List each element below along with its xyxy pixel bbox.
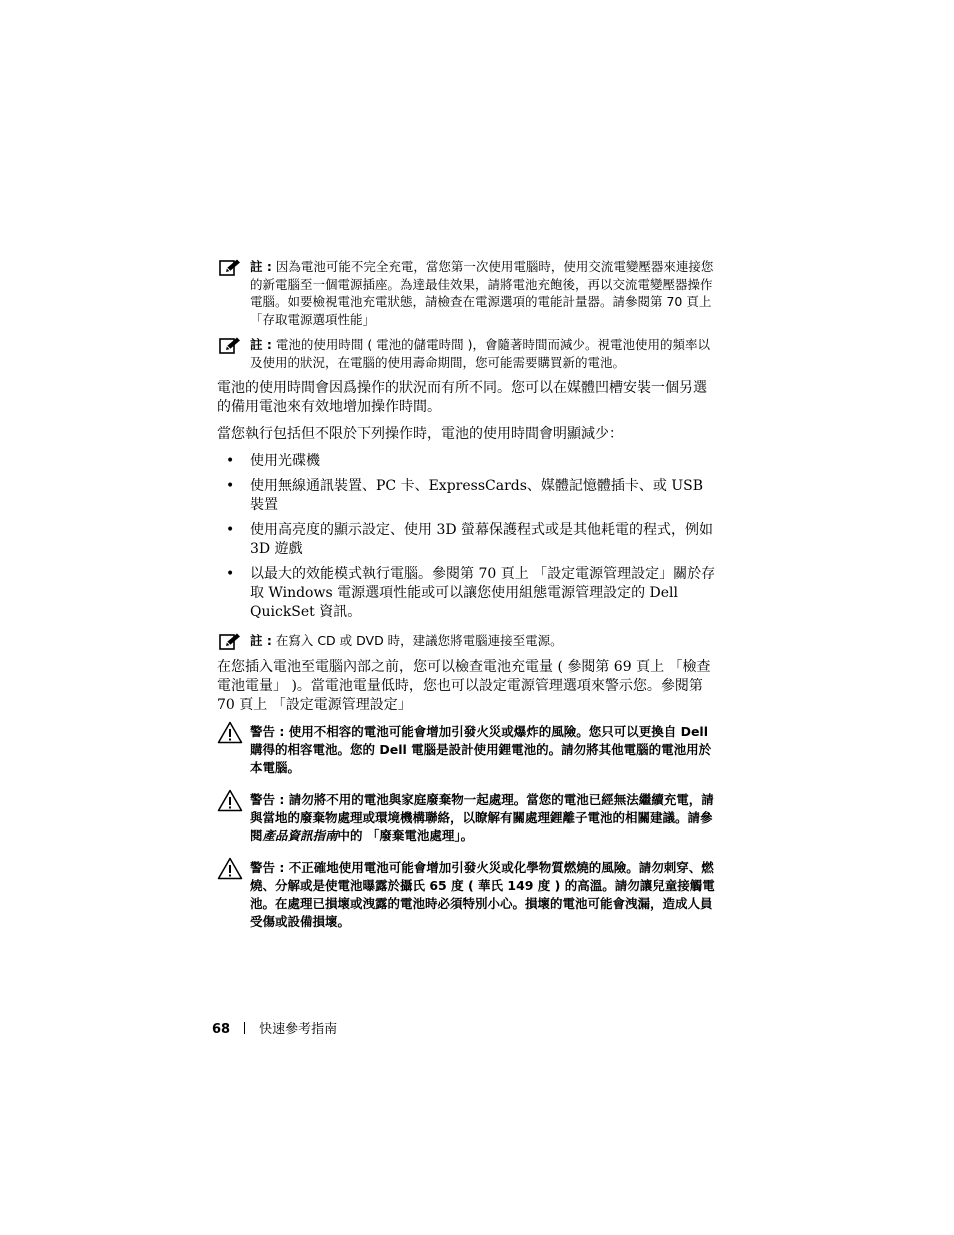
warning-misuse: [217, 859, 717, 931]
note-charge: [217, 258, 717, 328]
warning-label: 警告 :: [250, 791, 285, 807]
note-cd-dvd: [217, 632, 717, 650]
note-label: 註 :: [250, 337, 272, 352]
warning-text-end: 中的 「廢棄電池處理」。: [337, 827, 474, 843]
note-battery-life: [217, 336, 717, 371]
page-content: [217, 258, 717, 945]
bullet-dot: •: [226, 453, 235, 469]
warning-incompatible-battery: [217, 723, 717, 777]
note-text: 因為電池可能不完全充電，當您第一次使用電腦時，使用交流電變壓器來連接您的新電腦至一個電源插座。為達最佳效果，請將電池充飽後，再以交流電變壓器操作電腦。如要檢視電池充電狀態，請檢查在電源選項的電能計量器。請參閱第 70 頁上 「存取電源選項性能」: [250, 259, 714, 327]
warning-label: 警告 :: [250, 723, 285, 739]
footer-title: 快速參考指南: [259, 1022, 338, 1037]
list-item-text: 使用高亮度的顯示設定、使用 3D 螢幕保護程式或是其他耗電的程式，例如 3D 遊戲: [250, 522, 714, 557]
note-text: 電池的使用時間 ( 電池的儲電時間 )，會隨著時間而減少。視電池使用的頻率以及使用的狀況，在電腦的使用壽命期間，您可能需要購買新的電池。: [250, 337, 711, 370]
footer-divider: [244, 1022, 245, 1034]
bullet-dot: •: [226, 522, 235, 538]
warning-text: 不正確地使用電池可能會增加引發火災或化學物質燃燒的風險。請勿刺穿、燃燒、分解或是使電池曝露於攝氏 65 度 ( 華氏 149 度 ) 的高溫。請勿讓兒童接觸電池。在處理已損壞或洩露的電池時必須特別小心。損壞的電池可能會洩漏，造成人員受傷或設備損壞。: [250, 859, 715, 929]
warning-label: 警告 :: [250, 859, 285, 875]
list-item: [217, 521, 717, 559]
warning-text: 請勿將不用的電池與家庭廢棄物一起處理。當您的電池已經無法繼續充電，請與當地的廢棄物處理或環境機構聯絡，以瞭解有關處理鋰離子電池的相關建議。請參閱: [250, 791, 714, 843]
bullet-dot: •: [226, 566, 235, 582]
list-item: [217, 452, 717, 471]
note-pencil-icon: [219, 259, 241, 277]
page-number: 68: [212, 1022, 231, 1037]
bullet-list: [217, 452, 717, 622]
note-pencil-icon: [219, 337, 241, 355]
guide-title: 產品資訊指南: [262, 827, 338, 843]
note-text: 在寫入 CD 或 DVD 時，建議您將電腦連接至電源。: [275, 633, 563, 648]
warning-triangle-icon: [217, 857, 243, 880]
warning-triangle-icon: [217, 789, 243, 812]
warning-triangle-icon: [217, 721, 243, 744]
paragraph-reduced-time: 當您執行包括但不限於下列操作時，電池的使用時間會明顯減少：: [217, 426, 623, 442]
list-item-text: 使用無線通訊裝置、PC 卡、ExpressCards、媒體記憶體插卡、或 USB 裝置: [250, 478, 704, 513]
paragraph-check-charge: 在您插入電池至電腦內部之前，您可以檢查電池充電量 ( 參閱第 69 頁上 「檢查電池電量」 )。當電池電量低時，您也可以設定電源管理選項來警示您。參閱第 70 頁上 「設定電源管理設定」: [217, 658, 711, 713]
note-pencil-icon: [219, 633, 241, 651]
list-item-text: 使用光碟機: [250, 453, 320, 469]
warning-text: 使用不相容的電池可能會增加引發火災或爆炸的風險。您只可以更換自 Dell 購得的相容電池。您的 Dell 電腦是設計使用鋰電池的。請勿將其他電腦的電池用於本電腦。: [250, 723, 712, 775]
list-item: [217, 477, 717, 515]
page-footer: [212, 1018, 337, 1037]
list-item-text: 以最大的效能模式執行電腦。參閱第 70 頁上 「設定電源管理設定」關於存取 Windows 電源選項性能或可以讓您使用組態電源管理設定的 Dell QuickSet 資訊。: [250, 566, 716, 620]
note-label: 註 :: [250, 633, 272, 648]
paragraph-operating-time: 電池的使用時間會因爲操作的狀況而有所不同。您可以在媒體凹槽安裝一個另選的備用電池來有效地增加操作時間。: [217, 380, 707, 415]
bullet-dot: •: [226, 478, 235, 494]
warning-disposal: [217, 791, 717, 845]
list-item: [217, 565, 717, 622]
note-label: 註 :: [250, 259, 272, 274]
